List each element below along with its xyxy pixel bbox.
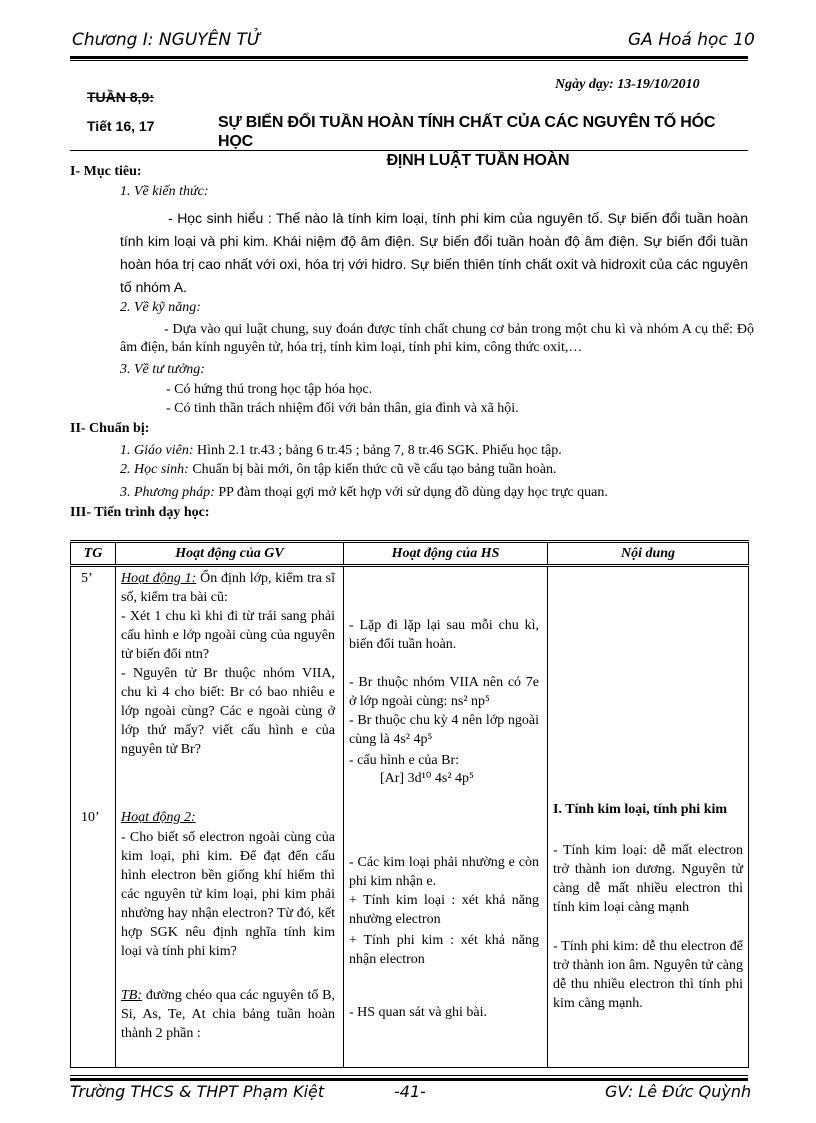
gv-activity-1-title xyxy=(121,569,335,607)
prep-teacher-label: 1. Giáo viên: xyxy=(120,443,194,458)
date-value: 13-19/10/2010 xyxy=(617,77,700,92)
hs-answer-8: - HS quan sát và ghi bài. xyxy=(349,1005,488,1020)
lesson-title xyxy=(218,113,738,169)
section-3-heading: III- Tiến trình dạy học: xyxy=(70,505,210,520)
title-rule xyxy=(70,150,748,151)
table-row xyxy=(71,566,749,1068)
prep-method-label: 3. Phương pháp: xyxy=(120,485,215,500)
title-line-1: SỰ BIẾN ĐỔI TUẦN HOÀN TÍNH CHẤT CỦA CÁC NGUYÊN TỐ HÓC HỌC xyxy=(218,114,716,150)
knowledge-text: - Học sinh hiểu : Thế nào là tính kim loại, tính phi kim của nguyên tố. Sự biến đổi tuần hoàn tính kim loại và phi kim. Khái niệm độ âm điện. Sự biến đổi tuần hoàn độ âm điện. Sự biến đổi tuần hoàn hóa trị cao nhất với oxi, hóa trị với hidro. Sự biến thiên tính chất oxit và hidroxit của các nguyên tố nhóm A. xyxy=(120,210,748,295)
hs-answer-2-formula: ns² np⁵ xyxy=(450,694,490,709)
skills-label: 2. Về kỹ năng: xyxy=(120,300,201,315)
content-metal: - Tính kim loại: dễ mất electron trở thành ion dương. Nguyên tử càng dễ mất nhiều electron thì tính kim loại càng mạnh xyxy=(553,843,743,915)
prep-teacher xyxy=(120,442,562,460)
hs-answer-3-formula: 4s² 4p⁵ xyxy=(393,732,433,747)
teaching-date xyxy=(555,77,700,93)
footer-page-number: -41- xyxy=(394,1082,426,1101)
hs-answer-7: + Tính phi kim : xét khả năng nhận electron xyxy=(349,933,539,967)
hs-answer-2-text: - Br thuộc nhóm VIIA nên có 7e ở lớp ngoài cùng: xyxy=(349,675,539,709)
cell-time xyxy=(71,566,116,1068)
time-activity-1: 5’ xyxy=(81,571,93,586)
prep-teacher-text: Hình 2.1 tr.43 ; bảng 6 tr.45 ; bảng 7, 8 tr.46 SGK. Phiếu học tập. xyxy=(193,443,562,458)
footer-school: Trường THCS & THPT Phạm Kiệt xyxy=(70,1082,325,1101)
week-label: TUẦN 8,9: xyxy=(87,89,154,105)
footer-rule xyxy=(70,1078,748,1081)
cell-teacher xyxy=(116,566,344,1068)
col-header-teacher: Hoạt động của GV xyxy=(116,542,344,566)
prep-student xyxy=(120,461,556,479)
gv-question-2: - Nguyên tử Br thuộc nhóm VIIA, chu kì 4 cho biết: Br có bao nhiêu e lớp ngoài cùng? Các e ngoài cùng ở lớp thứ mấy? viết cấu hình e của nguyên tử Br? xyxy=(121,666,335,757)
attitude-label: 3. Về tư tưởng: xyxy=(120,362,205,377)
footer-rule-thin xyxy=(70,1075,748,1076)
hs-answer-2 xyxy=(349,673,539,711)
gv-note xyxy=(121,986,335,1043)
knowledge-label: 1. Về kiến thức: xyxy=(120,184,209,199)
section-2-heading: II- Chuẩn bị: xyxy=(70,421,150,436)
table-header-row xyxy=(71,542,749,566)
cell-content xyxy=(548,566,749,1068)
gv-activity-1-label: Hoạt động 1: xyxy=(121,571,197,586)
gv-note-text: đường chéo qua các nguyên tố B, Si, As, Te, At chia bảng tuần hoàn thành 2 phần : xyxy=(121,988,335,1041)
prep-method xyxy=(120,484,608,502)
skills-text: - Dựa vào qui luật chung, suy đoán được tính chất chung cơ bản trong một chu kì và nhóm A cụ thể: Độ âm điện, bán kính nguyên tử, hóa trị, tính kim loại, tính phi kim, công thức oxit,… xyxy=(120,322,754,355)
header-chapter: Chương I: NGUYÊN TỬ xyxy=(72,30,262,50)
hs-answer-5: - Các kim loại phải nhường e còn phi kim nhận e. xyxy=(349,855,539,889)
gv-question-3: - Cho biết số electron ngoài cùng của kim loại, phi kim. Để đạt đến cấu hình electron bền giống khí hiếm thì các nguyên tử kim loại, phi kim phải nhường hay nhận electron? Từ đó, kết hợp SGK nêu định nghĩa tính kim loại và tính phi kim? xyxy=(121,830,335,959)
lesson-label: Tiết 16, 17 xyxy=(87,118,155,134)
hs-answer-4: - cấu hình e của Br: xyxy=(349,753,460,768)
gv-note-label: TB: xyxy=(121,988,142,1003)
prep-student-label: 2. Học sinh: xyxy=(120,462,189,477)
header-rule-thin xyxy=(70,60,748,61)
prep-student-text: Chuẩn bị bài mới, ôn tập kiến thức cũ về cấu tạo bảng tuần hoàn. xyxy=(188,462,557,477)
col-header-student: Hoạt động của HS xyxy=(344,542,548,566)
gv-question-1: - Xét 1 chu kì khi đi từ trái sang phải cấu hình e lớp ngoài cùng của nguyên tử biến đổi ntn? xyxy=(121,609,335,662)
hs-answer-4-config: [Ar] 3d¹⁰ 4s² 4p⁵ xyxy=(380,771,474,786)
hs-answer-1: - Lặp đi lặp lại sau mỗi chu kì, biến đổi tuần hoàn. xyxy=(349,618,539,652)
attitude-item-1: - Có hứng thú trong học tập hóa học. xyxy=(166,382,373,397)
date-label: Ngày dạy: xyxy=(555,77,614,92)
hs-answer-3 xyxy=(349,711,539,749)
prep-method-text: PP đàm thoại gợi mở kết hợp với sử dụng đồ dùng dạy học trực quan. xyxy=(214,485,608,500)
title-line-2: ĐỊNH LUẬT TUẦN HOÀN xyxy=(386,152,570,169)
header-rule xyxy=(70,56,748,59)
attitude-item-2: - Có tinh thần trách nhiệm đối với bản thân, gia đình và xã hội. xyxy=(166,401,519,416)
time-activity-2: 10’ xyxy=(81,810,100,825)
gv-activity-1-rest: Ổn định lớp, kiểm tra sĩ số, kiểm tra bài cũ: xyxy=(121,571,335,605)
lesson-plan-table xyxy=(70,540,749,1068)
content-heading: I. Tính kim loại, tính phi kim xyxy=(553,802,728,817)
gv-activity-2-title: Hoạt động 2: xyxy=(121,810,196,825)
hs-answer-3-text: - Br thuộc chu kỳ 4 nên lớp ngoài cùng là xyxy=(349,713,539,747)
hs-answer-6: + Tính kim loại : xét khả năng nhường electron xyxy=(349,893,539,927)
section-1-heading: I- Mục tiêu: xyxy=(70,164,142,179)
footer-teacher: GV: Lê Đức Quỳnh xyxy=(605,1082,752,1101)
cell-student xyxy=(344,566,548,1068)
col-header-time: TG xyxy=(71,542,116,566)
col-header-content: Nội dung xyxy=(548,542,749,566)
header-subject: GA Hoá học 10 xyxy=(628,30,755,50)
content-nonmetal: - Tính phi kim: dễ thu electron để trở thành ion âm. Nguyên tử càng dễ thu nhiều electron thì tính phi kim càng mạnh. xyxy=(553,939,743,1011)
